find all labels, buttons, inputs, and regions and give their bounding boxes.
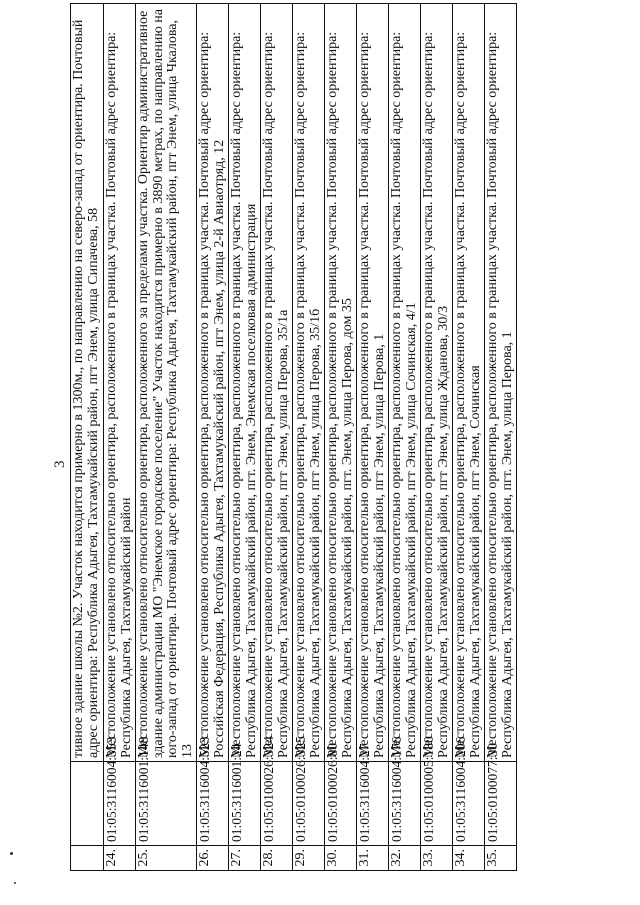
- table-cell-location: Местоположение установлено относительно ориентира, расположенного в границах участка. Почтовый адрес ориентира: Республика Адыгея, Тахтамукайский район, пгт Энем, улица Перова, 35/1б: [293, 4, 325, 762]
- table-cell-cadastral-number: 01:05:3116004:353: [104, 762, 136, 846]
- table-cell-location: Местоположение установлено относительно ориентира, расположенного в границах участка. Почтовый адрес ориентира: Российская Федерация, Республика Адыгея, Тахтамукайский район, пгт Энем, улица 2-й Авиаотряд, 12: [197, 4, 229, 762]
- table-row: [104, 4, 136, 871]
- table-cell-location: Местоположение установлено относительно ориентира, расположенного в границах участка. Почтовый адрес ориентира: Республика Адыгея, Тахтамукайский район, пгт Энем, улица Перова, 1: [357, 4, 389, 762]
- table-cell-cadastral-number: 01:05:0100005:180: [421, 762, 453, 846]
- table-cell-number: 27.: [229, 846, 261, 871]
- page-number: 3: [52, 460, 68, 468]
- table-cell-number: 33.: [421, 846, 453, 871]
- table-cell-number: 25.: [136, 846, 197, 871]
- scan-speck: [14, 882, 16, 884]
- table-row: [453, 4, 485, 871]
- table-cell-location: Местоположение установлено относительно ориентира, расположенного в границах участка. Почтовый адрес ориентира: Республика Адыгея, Тахтамукайский район, пгт Энем, улица Сочинская, 4/1: [389, 4, 421, 762]
- table-cell-cadastral-number: 01:05:3116004:206: [453, 762, 485, 846]
- table-row: [485, 4, 517, 871]
- table-row: [197, 4, 229, 871]
- table-cell-location: Местоположение установлено относительно ориентира, расположенного в границах участка. Почтовый адрес ориентира: Республика Адыгея, Тахтамукайский район, пгт Энем, улица Жданова, 30/3: [421, 4, 453, 762]
- table-cell-cadastral-number: 01:05:3116004:176: [389, 762, 421, 846]
- table-cell-number: 32.: [389, 846, 421, 871]
- table-row: [261, 4, 293, 871]
- parcel-table: [70, 3, 517, 871]
- table-cell-cadastral-number: 01:05:3116004:523: [197, 762, 229, 846]
- table-cell-location: Местоположение установлено относительно ориентира, расположенного в границах участка. Почтовый адрес ориентира: Республика Адыгея, Тахтамукайский район, пгт. Энем, улица Перова, дом 35: [325, 4, 357, 762]
- table-cell-cadastral-number: 01:05:3116001:148: [136, 762, 197, 846]
- table-cell-location: Местоположение установлено относительно ориентира, расположенного в границах участка. Почтовый адрес ориентира: Республика Адыгея, Тахтамукайский район, пгт Энем, Сочинская: [453, 4, 485, 762]
- table-cell-cadastral-number: 01:05:3116001:24: [229, 762, 261, 846]
- table-cell-number: [71, 846, 104, 871]
- table-cell-number: 31.: [357, 846, 389, 871]
- table-cell-number: 24.: [104, 846, 136, 871]
- table-row: [389, 4, 421, 871]
- table-row: [325, 4, 357, 871]
- table-cell-number: 35.: [485, 846, 517, 871]
- table-cell-location: Местоположение установлено относительно ориентира, расположенного в границах участка. Почтовый адрес ориентира: Республика Адыгея, Тахтамукайский район, пгт. Энем, Энемская поселковая администрация: [229, 4, 261, 762]
- table-cell-number: 30.: [325, 846, 357, 871]
- scan-speck: [10, 852, 13, 855]
- table-cell-location: Местоположение установлено относительно ориентира, расположенного в границах участка. Почтовый адрес ориентира: Республика Адыгея, Тахтамукайский район: [104, 4, 136, 762]
- table-cell-cadastral-number: 01:05:0100026:325: [293, 762, 325, 846]
- table-cell-number: 28.: [261, 846, 293, 871]
- table-row-continuation: [71, 4, 104, 871]
- table-cell-number: 26.: [197, 846, 229, 871]
- table-cell-location: тивное здание школы №2. Участок находится примерно в 1300м., по направлению на северо-запад от ориентира. Почтовый адрес ориентира: Республика Адыгея, Тахтамукайский район, пгт Энем, улица Сипачева, 58: [71, 4, 104, 762]
- table-cell-cadastral-number: 01:05:0100026:80: [325, 762, 357, 846]
- table-row: [293, 4, 325, 871]
- table-row: [357, 4, 389, 871]
- table-cell-number: 29.: [293, 846, 325, 871]
- table-cell-number: 34.: [453, 846, 485, 871]
- table-cell-location: Местоположение установлено относительно ориентира, расположенного в границах участка. Почтовый адрес ориентира: Республика Адыгея, Тахтамукайский район, пгт Энем, улица Перова, 35/1а: [261, 4, 293, 762]
- table-cell-cadastral-number: 01:05:3116004:27: [357, 762, 389, 846]
- table-row: [136, 4, 197, 871]
- table-cell-cadastral-number: [71, 762, 104, 846]
- table-cell-cadastral-number: 01:05:0100026:324: [261, 762, 293, 846]
- table-row: [421, 4, 453, 871]
- table-cell-location: Местоположение установлено относительно ориентира, расположенного за пределами участка. Ориентир административное здание администрации МО "Энемское городское поселение" Участок находится примерно в 3890 метрах, по направлению на юго-запад от ориентира. Почтовый адрес ориентира: Республика Адыгея, Тахтамукайский район, пгт Энем, улица Чкалова, 13: [136, 4, 197, 762]
- table-cell-cadastral-number: 01:05:0100077:30: [485, 762, 517, 846]
- table-row: [229, 4, 261, 871]
- table-cell-location: Местоположение установлено относительно ориентира, расположенного в границах участка. Почтовый адрес ориентира: Республика Адыгея, Тахтамукайский район, пгт. Энем, улица Перова, 1: [485, 4, 517, 762]
